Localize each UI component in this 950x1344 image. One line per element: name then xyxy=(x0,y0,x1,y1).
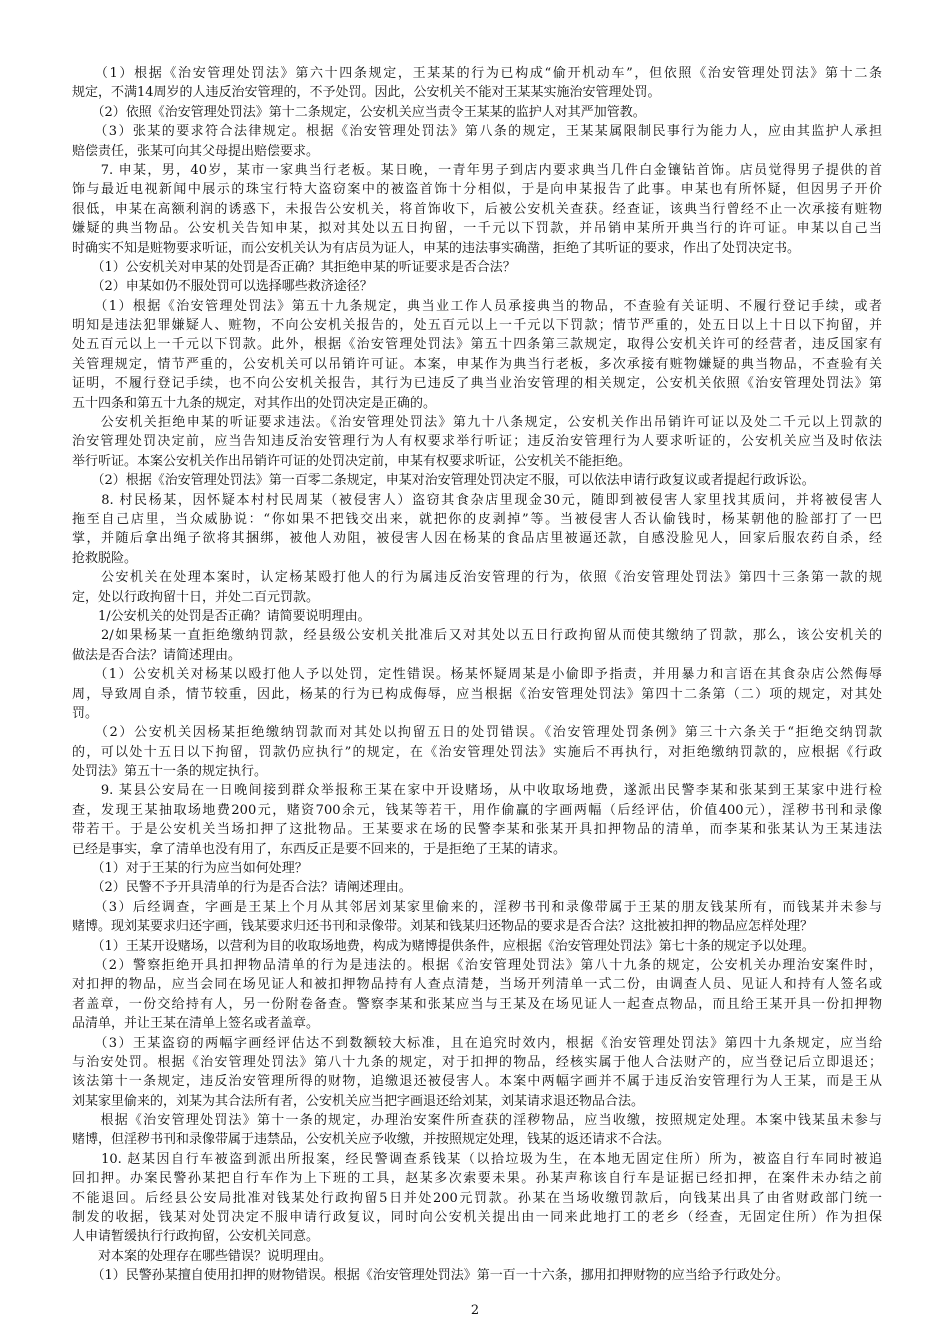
text-line: 7. 申某，男，40岁，某市一家典当行老板。某日晚，一青年男子到店内要求典当几件白金镶钻首饰。店员觉得男子提供的首 xyxy=(72,162,882,178)
text-line: 饰与最近电视新闻中展示的珠宝行特大盗窃案中的被盗首饰十分相似，于是向申某报告了此事。申某也有所怀疑，但因男子开价 xyxy=(72,182,882,198)
text-line: （3）后经调查，字画是王某上个月从其邻居刘某家里偷来的，淫秽书刊和录像带属于王某的朋友钱某所有，而钱某并未参与 xyxy=(72,899,882,915)
text-line: 治安管理处罚决定前，应当告知违反治安管理行为人有权要求举行听证；违反治安管理行为人要求听证的，公安机关应当及时依法 xyxy=(72,434,882,450)
text-line: （3）张某的要求符合法律规定。根据《治安管理处罚法》第八条的规定，王某某属限制民事行为能力人，应由其监护人承担 xyxy=(72,124,882,140)
text-line: （1）王某开设赌场，以营利为目的收取场地费，构成为赌博提供条件，应根据《治安管理处罚法》第七十条的规定予以处理。 xyxy=(72,938,815,954)
text-line: 关管理规定，情节严重的，公安机关可以吊销许可证。本案，申某作为典当行老板，多次承接有赃物嫌疑的典当物品，不查验有关 xyxy=(72,356,882,372)
text-line: 做法是否合法？请简述理由。 xyxy=(72,647,242,663)
text-line: 对本案的处理存在哪些错误？说明理由。 xyxy=(72,1248,333,1264)
text-line: 证明，不履行登记手续，也不向公安机关报告，其行为已违反了典当业治安管理的相关规定，公安机关依照《治安管理处罚法》第 xyxy=(72,376,882,392)
text-line: 该法第十一条规定，违反治安管理所得的财物，追缴退还被侵害人。本案中两幅字画并不属于违反治安管理行为人王某，而是王从 xyxy=(72,1074,882,1090)
text-line: （2）公安机关因杨某拒绝缴纳罚款而对其处以拘留五日的处罚错误。《治安管理处罚条例》第三十六条关于“拒绝交纳罚款 xyxy=(72,725,882,741)
text-line: 时确实不知是赃物要求听证，而公安机关认为有店员为证人，申某的违法事实确凿，拒绝了其听证的要求，作出了处罚决定书。 xyxy=(72,240,801,256)
text-line: 品清单，并让王某在清单上签名或者盖章。 xyxy=(72,1016,320,1032)
text-line: （2）根据《治安管理处罚法》第一百零二条规定，申某对治安管理处罚决定不服，可以依法申请行政复议或者提起行政诉讼。 xyxy=(72,473,815,489)
text-line: 五十四条和第五十九条的规定，对其作出的处罚决定是正确的。 xyxy=(72,395,437,411)
text-line: 刘某家里偷来的，刘某为其合法所有者，公安机关应当把字画退还给刘某，刘某请求退还物品合法。 xyxy=(72,1093,645,1109)
text-line: 的，可以处十五日以下拘留，罚款仍应执行”的规定，在《治安管理处罚法》实施后不再执行，对拒绝缴纳罚款的，应根据《行政 xyxy=(72,744,882,760)
text-line: 定，处以行政拘留十日，并处二百元罚款。 xyxy=(72,589,320,605)
text-line: 已经是事实，拿了清单也没有用了，东西反正是要不回来的，于是拒绝了王某的请求。 xyxy=(72,841,567,857)
text-line: （1）对于王某的行为应当如何处理？ xyxy=(72,861,308,877)
text-line: 对扣押的物品，应当会同在场见证人和被扣押物品持有人查点清楚，当场开列清单一式二份，由调查人员、见证人和持有人签名或 xyxy=(72,977,882,993)
body-text xyxy=(72,64,882,1286)
text-line: 10. 赵某因自行车被盗到派出所报案，经民警调查系钱某（以拾垃圾为生，在本地无固定住所）所为，被盗自行车同时被追 xyxy=(72,1151,882,1167)
text-line: 8. 村民杨某，因怀疑本村村民周某（被侵害人）盗窃其食杂店里现金30元，随即到被侵害人家里找其质问，并将被侵害人 xyxy=(72,492,882,508)
text-line: 处罚法》第五十一条的规定执行。 xyxy=(72,764,268,780)
text-line: （1）根据《治安管理处罚法》第五十九条规定，典当业工作人员承接典当的物品，不查验有关证明、不履行登记手续，或者 xyxy=(72,298,882,314)
text-line: 2/如果杨某一直拒绝缴纳罚款，经县级公安机关批准后又对其处以五日行政拘留从而使其缴纳了罚款，那么，该公安机关的 xyxy=(72,628,882,644)
text-line: （2）警察拒绝开具扣押物品清单的行为是违法的。根据《治安管理处罚法》第八十九条的规定，公安机关办理治安案件时， xyxy=(72,957,882,973)
text-line: 赌博。现刘某要求归还字画，钱某要求归还书刊和录像带。刘某和钱某归还物品的要求是否合法？这批被扣押的物品应怎样处理？ xyxy=(72,919,814,935)
text-line: （1）民警孙某擅自使用扣押的财物错误。根据《治安管理处罚法》第一百一十六条，挪用扣押财物的应当给予行政处分。 xyxy=(72,1268,789,1284)
text-line: 嫌疑的典当物品。公安机关告知申某，拟对其处以五日拘留，一千元以下罚款，并吊销申某所开典当行的许可证。申某以自己当 xyxy=(72,221,882,237)
text-line: 公安机关拒绝申某的听证要求违法。《治安管理处罚法》第九十八条规定，公安机关作出吊销许可证以及处二千元以上罚款的 xyxy=(72,415,882,431)
text-line: 不能退回。后经县公安局批准对钱某处行政拘留5日并处200元罚款。孙某在当场收缴罚款后，向钱某出具了由省财政部门统一 xyxy=(72,1190,882,1206)
text-line: （1）公安机关对杨某以殴打他人予以处罚，定性错误。杨某怀疑周某是小偷即予指责，并用暴力和言语在其食杂店公然侮辱 xyxy=(72,667,882,683)
text-line: 明知是违法犯罪嫌疑人、赃物，不向公安机关报告的，处五百元以上一千元以下罚款；情节严重的，处五日以上十日以下拘留，并 xyxy=(72,318,882,334)
text-line: （1）根据《治安管理处罚法》第六十四条规定，王某某的行为已构成“偷开机动车”，但依照《治安管理处罚法》第十二条 xyxy=(72,66,882,81)
text-line: 根据《治安管理处罚法》第十一条的规定，办理治安案件所查获的淫秽物品，应当收缴，按照规定处理。本案中钱某虽未参与 xyxy=(72,1113,882,1129)
text-line: （3）王某盗窃的两幅字画经评估达不到数额较大标准，且在追究时效内，根据《治安管理处罚法》第四十九条规定，应当给 xyxy=(72,1035,882,1051)
text-line: （2）依照《治安管理处罚法》第十二条规定，公安机关应当责令王某某的监护人对其严加管教。 xyxy=(72,104,646,120)
text-line: 罚。 xyxy=(72,705,99,721)
text-line: 者盖章，一份交给持有人，另一份附卷备查。警察李某和张某应当与王某及在场见证人一起查点物品，而且给王某开具一份扣押物 xyxy=(72,996,882,1012)
text-line: （1）公安机关对申某的处罚是否正确？其拒绝申某的听证要求是否合法？ xyxy=(72,259,516,275)
text-line: 规定，不满14周岁的人违反治安管理的，不予处罚。因此，公安机关不能对王某某实施治安管理处罚。 xyxy=(72,85,661,101)
text-line: 拖至自己店里，当众威胁说：“你如果不把钱交出来，就把你的皮剥掉”等。当被侵害人否认偷钱时，杨某朝他的脸部打了一巴 xyxy=(72,511,882,527)
text-line: 抢救脱险。 xyxy=(72,550,138,566)
text-line: 1/公安机关的处罚是否正确？请简要说明理由。 xyxy=(72,608,371,624)
text-line: 人申请暂缓执行行政拘留，公安机关同意。 xyxy=(72,1229,320,1245)
text-line: 公安机关在处理本案时，认定杨某殴打他人的行为属违反治安管理的行为，依照《治安管理处罚法》第四十三条第一款的规 xyxy=(72,570,882,586)
text-line: 与治安处罚。根据《治安管理处罚法》第八十九条的规定，对于扣押的物品，经核实属于他人合法财产的，应当登记后立即退还； xyxy=(72,1054,882,1070)
text-line: （2）民警不予开具清单的行为是否合法？请阐述理由。 xyxy=(72,880,412,896)
text-line: 很低，申某在高额利润的诱惑下，未报告公安机关，将首饰收下，后被公安机关查获。经查证，该典当行曾经不止一次承接有赃物 xyxy=(72,201,882,217)
text-line: 举行听证。本案公安机关作出吊销许可证的处罚决定前，申某有权要求听证，公安机关不能拒绝。 xyxy=(72,453,632,469)
text-line: （2）申某如仍不服处罚可以选择哪些救济途径？ xyxy=(72,279,373,295)
text-line: 处五百元以上一千元以下罚款。此外，根据《治安管理处罚法》第五十四条第三款规定，取得公安机关许可的经营者，违反国家有 xyxy=(72,337,882,353)
text-line: 掌，并随后拿出绳子欲将其捆绑，被他人劝阻，被侵害人因在杨某的食品店里被逼还款，自感没脸见人，回家后服农药自杀，经 xyxy=(72,531,882,547)
text-line: 制发的收据，钱某对处罚决定不服申请行政复议，同时向公安机关提出由一同来此地打工的老乡（经查，无固定住所）作为担保 xyxy=(72,1210,882,1226)
text-line: 带若干。于是公安机关当场扣押了这批物品。王某要求在场的民警李某和张某开具扣押物品的清单，而李某和张某认为王某违法 xyxy=(72,822,882,838)
text-line: 回扣押。办案民警孙某把自行车作为上下班的工具，赵某多次索要未果。孙某声称该自行车是证据已经扣押，在案件未办结之前 xyxy=(72,1171,882,1187)
text-line: 赔偿责任，张某可向其父母提出赔偿要求。 xyxy=(72,143,320,159)
text-line: 查，发现王某抽取场地费200元，赌资700余元，钱某等若干，用作偷赢的字画两幅（后经评估，价值400元），淫秽书刊和录像 xyxy=(72,802,882,818)
text-line: 周，导致周自杀，情节较重，因此，杨某的行为已构成侮辱，应当根据《治安管理处罚法》第四十二条第（二）项的规定，对其处 xyxy=(72,686,882,702)
text-line: 9. 某县公安局在一日晚间接到群众举报称王某在家中开设赌场，从中收取场地费，遂派出民警李某和张某到王某家中进行检 xyxy=(72,783,882,799)
page-number: 2 xyxy=(470,1303,480,1318)
text-line: 赌博，但淫秽书刊和录像带属于违禁品，公安机关应予收缴，并按照规定处理，钱某的返还请求不合法。 xyxy=(72,1132,671,1148)
